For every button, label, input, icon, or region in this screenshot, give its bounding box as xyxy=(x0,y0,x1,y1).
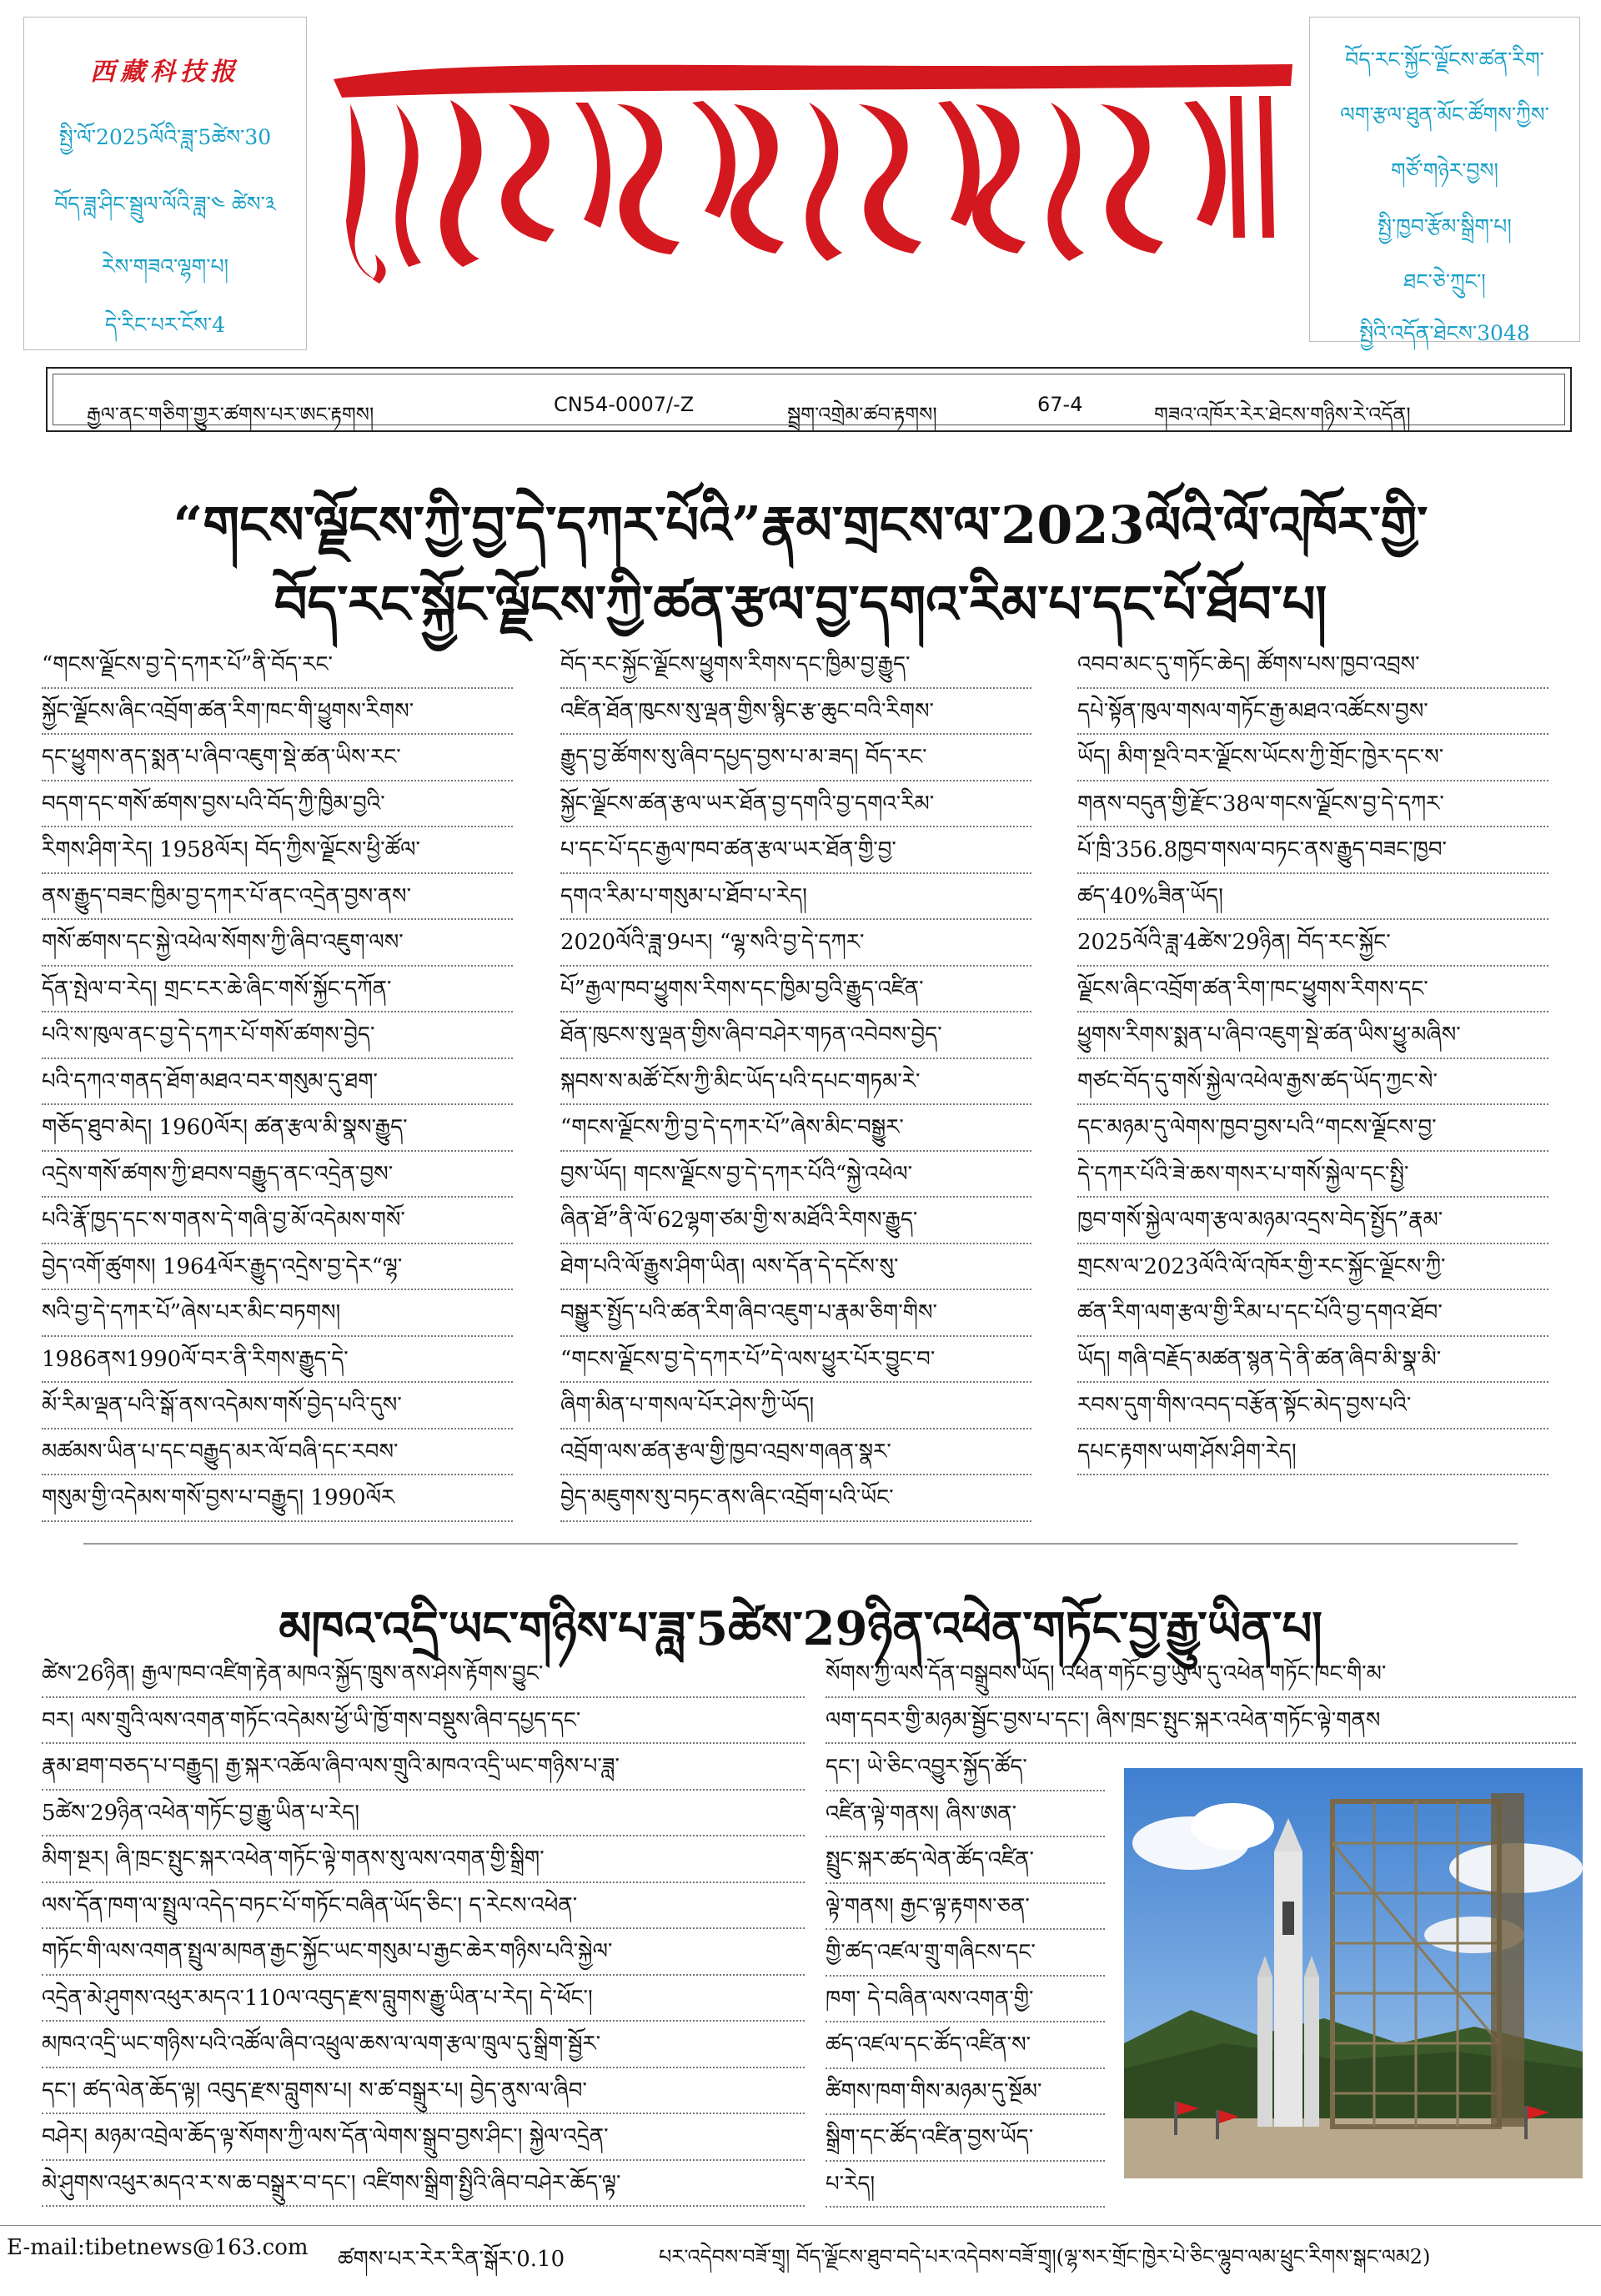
article2-column-2-narrow xyxy=(826,1745,1105,2212)
text-line: ཐོན་ཁུངས་སུ་ལྡན་གྱིས་ཞིབ་བཤེར་གཏན་འབེབས་བྱེད་ xyxy=(560,1012,1031,1059)
text-line: དང་། ཡེ་ཅིང་འབྱུར་སྐྱོད་ཚོད་ xyxy=(826,1745,1105,1791)
text-line: ཐེག་པའི་ལོ་རྒྱུས་ཤིག་ཡིན། ལས་དོན་དེ་དངོས་སུ་ xyxy=(560,1244,1031,1291)
text-line: དེ་དཀར་པོའི་ཟེ་ཆས་གསར་པ་གསོ་སྐྱེལ་དང་སྤྱི་ xyxy=(1077,1152,1548,1198)
article1-col1-text xyxy=(42,642,513,1522)
publication-code-bar xyxy=(46,367,1572,432)
header-info-left xyxy=(23,17,307,350)
text-line: 1986ནས1990ལོ་བར་ནི་རིགས་རྒྱུད་དེ་ xyxy=(42,1337,513,1384)
text-line: བྱེད་མཇུགས་སུ་བཏང་ནས་ཞིང་འབྲོག་པའི་ཡོང་ xyxy=(560,1475,1031,1522)
weekday: རེས་གཟའ་ལྷག་པ། xyxy=(101,254,229,279)
text-line: ལྗོངས་ཞིང་འབྲོག་ཚན་རིག་ཁང་ཕྱུགས་རིགས་དང་ xyxy=(1077,967,1548,1013)
text-line: 2020ལོའི་ཟླ་9པར། “ལྷ་སའི་བྱ་དེ་དཀར་ xyxy=(560,920,1031,967)
masthead-calligraphy-icon xyxy=(317,46,1301,288)
text-line: གསོ་ཚགས་དང་སྐྱེ་འཕེལ་སོགས་ཀྱི་ཞིབ་འཇུག་ལས་ xyxy=(42,920,513,967)
text-line: མོ་རིམ་ལྡན་པའི་སྒོ་ནས་འདེམས་གསོ་བྱེད་པའི་དུས་ xyxy=(42,1383,513,1429)
text-line: པའི་རྣོ་ཁྱད་དང་ས་གནས་དེ་གཞི་བྱ་མོ་འདེམས་གསོ་ xyxy=(42,1198,513,1244)
section-divider xyxy=(83,1543,1518,1545)
footer-price: ཚགས་པར་རེར་རིན་སྒོར་0.10 xyxy=(338,2247,565,2272)
text-line: ཚན་རིག་ལག་རྩལ་གྱི་རིམ་པ་དང་པོའི་བྱ་དགའ་ཐོབ་ xyxy=(1077,1290,1548,1337)
rocket-launch-photo-icon xyxy=(1124,1768,1583,2178)
text-line: འཛིན་ཐོན་ཁུངས་སུ་ལྡན་གྱིས་སྙིང་རྩ་ཆུང་བའི་རིགས་ xyxy=(560,689,1031,736)
text-line: པོ་ཁྲི་356.8ཁྱབ་གསལ་བཏང་ནས་རྒྱུད་བཟང་ཁྱབ་ xyxy=(1077,827,1548,874)
article1-headline-line1: “གངས་ལྗོངས་ཀྱི་བྱ་དེ་དཀར་པོའི”རྣམ་གྲངས་ལ་2023ལོའི་ལོ་འཁོར་གྱི་ xyxy=(173,495,1428,555)
text-line: སའི་བྱ་དེ་དཀར་པོ”ཞེས་པར་མིང་བཏགས། xyxy=(42,1290,513,1337)
masthead-logo xyxy=(317,46,1301,288)
text-line: ཁག་ དེ་བཞིན་ལས་འགན་གྱི་ xyxy=(826,1977,1105,2023)
rocket-launch-photo xyxy=(1124,1768,1583,2178)
article2-col2-narrow-text xyxy=(826,1745,1105,2208)
page-count: དེ་རིང་པར་ངོས་4 xyxy=(104,313,226,337)
text-line: པོ”རྒྱལ་ཁབ་ཕྱུགས་རིགས་དང་ཁྱིམ་བྱའི་རྒྱུད་འཛིན་ xyxy=(560,967,1031,1013)
text-line: དཔེ་སྟོན་ཁུལ་གསལ་གཏོང་རྒྱ་མཐའ་འཚོངས་བྱས་ xyxy=(1077,689,1548,736)
article1-column-1 xyxy=(42,642,513,1526)
text-line: ལས་དོན་ཁག་ལ་སྤྲུལ་འདེད་བཏང་པོ་གཏོང་བཞིན་ཡོད་ཅིང་། ད་རེངས་འཕེན་ xyxy=(42,1883,805,1930)
text-line: པའི་ས་ཁུལ་ནང་བྱ་དེ་དཀར་པོ་གསོ་ཚགས་བྱེད་ xyxy=(42,1012,513,1059)
text-line: སོགས་ཀྱི་ལས་དོན་བསྒྲུབས་ཡོད། འཕེན་གཏོང་བྱ་ཡུལ་དུ་འཕེན་གཏོང་ཁང་གི་མ་ xyxy=(826,1651,1576,1698)
text-line: གནས་བདུན་གྱི་རྫོང་38ལ་གངས་ལྗོངས་བྱ་དེ་དཀར་ xyxy=(1077,781,1548,828)
article1-column-3 xyxy=(1077,642,1548,1526)
text-line: པ་རེད། xyxy=(826,2162,1105,2208)
text-line: འདྲེས་གསོ་ཚགས་ཀྱི་ཐབས་བརྒྱུད་ནང་འདྲེན་བྱས་ xyxy=(42,1152,513,1198)
text-line: ཞིག་མིན་པ་གསལ་པོར་ཤེས་ཀྱི་ཡོད། xyxy=(560,1383,1031,1429)
article2-col1-text xyxy=(42,1651,805,2207)
tibetan-date-line: བོད་ཟླ་ཤིང་སྦྲུལ་ལོའི་ཟླ་༤ ཚེས་༣ xyxy=(54,192,276,216)
text-line: དཔང་རྟགས་ཡག་ཤོས་ཤིག་རེད། xyxy=(1077,1429,1548,1476)
article1-col3-text xyxy=(1077,642,1548,1475)
text-line: འདྲེན་མེ་ཤུགས་འཕུར་མདའ་110ལ་འབུད་རྫས་བླུགས་རྒྱུ་ཡིན་པ་རེད། དེ་ཕོང་། xyxy=(42,1976,805,2022)
article2-col2-top-text xyxy=(826,1651,1576,1744)
text-line: གཙང་བོད་དུ་གསོ་སྐྱེལ་འཕེལ་རྒྱས་ཚད་ཡོད་ཀྱང་སེ་ xyxy=(1077,1059,1548,1106)
text-line: འབྲོག་ལས་ཚན་རྩལ་གྱི་ཁྱབ་འབྲས་གཞན་སྣར་ xyxy=(560,1429,1031,1476)
publisher-line-3: གཙོ་གཉེར་བྱས། xyxy=(1390,158,1498,183)
text-line: གྲངས་ལ་2023ལོའི་ལོ་འཁོར་གྱི་རང་སྐྱོང་ལྗོངས་ཀྱི་ xyxy=(1077,1244,1548,1291)
text-line: པ་དང་པོ་དང་རྒྱལ་ཁབ་ཚན་རྩལ་ཡར་ཐོན་གྱི་བྱ་ xyxy=(560,827,1031,874)
text-line: པའི་དཀའ་གནད་ཐོག་མཐའ་བར་གསུམ་དུ་ཐག་ xyxy=(42,1059,513,1106)
text-line: “གངས་ལྗོངས་ཀྱི་བྱ་དེ་དཀར་པོ”ཞེས་མིང་བསྒྱུར་ xyxy=(560,1105,1031,1152)
date-line: སྤྱི་ལོ་2025ལོའི་ཟླ་5ཚེས་30 xyxy=(58,125,272,149)
text-line: ཚེས་26ཉིན། རྒྱལ་ཁབ་འཛིག་རྟེན་མཁའ་སྐྱོད་ཁྲུས་ནས་ཤེས་རྟོགས་བྱུང་ xyxy=(42,1651,805,1698)
editor-title: སྤྱི་ཁྱབ་རྩོམ་སྒྲིག་པ། xyxy=(1378,214,1512,239)
publisher-line-2: ལག་རྩལ་ཐུན་མོང་ཚོགས་ཀྱིས་ xyxy=(1340,103,1549,127)
text-line: སྐྱོང་ལྗོངས་ཞིང་འབྲོག་ཚན་རིག་ཁང་གི་ཕྱུགས་རིགས་ xyxy=(42,689,513,736)
text-line: 2025ལོའི་ཟླ་4ཚེས་29ཉིན། བོད་རང་སྐྱོང་ xyxy=(1077,920,1548,967)
postal-code: 67-4 xyxy=(1037,393,1083,416)
header-info-right xyxy=(1309,17,1580,345)
text-line: མཁའ་འདྲི་ཡང་གཉིས་པའི་འཚོལ་ཞིབ་འཕྲུལ་ཆས་ལ་ལག་རྩལ་ཁྲུལ་དུ་སྒྲིག་སྦྱོར་ xyxy=(42,2022,805,2068)
postal-code-label: སྦྲག་འགྲེམ་ཚབ་རྟགས། xyxy=(787,403,937,426)
publisher-line-1: བོད་རང་སྐྱོང་ལྗོངས་ཚན་རིག་ xyxy=(1345,48,1544,72)
frequency-note: གཟའ་འཁོར་རེར་ཐེངས་གཉིས་རེ་འདོན། xyxy=(1154,403,1411,426)
text-line: དགའ་རིམ་པ་གསུམ་པ་ཐོབ་པ་རེད། xyxy=(560,874,1031,921)
issue-number: སྤྱིའི་འདོན་ཐེངས་3048 xyxy=(1359,321,1530,345)
text-line: སྐྱོང་ལྗོངས་ཚན་རྩལ་ཡར་ཐོན་བྱ་དགའི་བྱ་དགའ་རིམ་ xyxy=(560,781,1031,828)
text-line: སྐབས་ས་མཚོ་ངོས་ཀྱི་མིང་ཡོད་པའི་དཔང་གཏམ་རེ་ xyxy=(560,1059,1031,1106)
article1-column-2 xyxy=(560,642,1031,1526)
text-line: དོན་སྤེལ་བ་རེད། གྲང་ངར་ཆེ་ཞིང་གསོ་སྐྱོང་དཀོན་ xyxy=(42,967,513,1013)
article1-col2-text xyxy=(560,642,1031,1522)
text-line: རྒྱུད་བྱ་ཚོགས་སུ་ཞིབ་དཔྱད་བྱས་པ་མ་ཟད། བོད་རང་ xyxy=(560,735,1031,781)
article2-column-2-top xyxy=(826,1651,1576,1745)
text-line: ཚིགས་ཁག་གིས་མཉམ་དུ་སྔོམ་ xyxy=(826,2069,1105,2116)
text-line: རབས་དུག་གིས་འབད་བརྩོན་སྟོང་མེད་བྱས་པའི་ xyxy=(1077,1383,1548,1429)
text-line: ཁྱབ་གསོ་སྐྱེལ་ལག་རྩལ་མཉམ་འདྲས་བེད་སྤྱོད”རྣམ་ xyxy=(1077,1198,1548,1244)
text-line: མེ་ཤུགས་འཕུར་མདའ་ར་ས་ཆ་བསྒྲུར་བ་དང་། འཛིགས་སྒྲིག་སྤྱིའི་ཞིབ་བཤེར་ཆོད་ལྟ་ xyxy=(42,2161,805,2208)
text-line: རྣམ་ཐག་བཅད་པ་བརྒྱུད། རྒྱ་སྐར་འཆོལ་ཞིབ་ལས་གྲུའི་མཁའ་འདྲི་ཡང་གཉིས་པ་ཟླ་ xyxy=(42,1744,805,1791)
text-line: འབབ་མང་དུ་གཏོང་ཆེད། ཚོགས་པས་ཁྱབ་འབྲས་ xyxy=(1077,642,1548,689)
text-line: “གངས་ལྗོངས་བྱ་དེ་དཀར་པོ”དེ་ལས་ཕྱུར་པོར་བྱུང་བ་ xyxy=(560,1337,1031,1384)
text-line: “གངས་ལྗོངས་བྱ་དེ་དཀར་པོ”ནི་བོད་རང་ xyxy=(42,642,513,689)
text-line: དང་། ཚད་ལེན་ཆོད་ལྟ། འབུད་རྫས་བླུགས་པ། ས་ཚ་བསྒྲུར་པ། བྱེད་ནུས་ལ་ཞིབ་ xyxy=(42,2068,805,2115)
text-line: བོད་རང་སྐྱོང་ལྗོངས་ཕྱུགས་རིགས་དང་ཁྱིམ་བྱ་རྒྱུད་ xyxy=(560,642,1031,689)
footer-rule xyxy=(0,2225,1601,2226)
footer-email: E-mail:tibetnews@163.com xyxy=(7,2235,309,2260)
text-line: འཛིན་ལྟེ་གནས། ཞིས་ཨན་ xyxy=(826,1791,1105,1838)
text-line: གཏོང་གི་ལས་འགན་སྤྲུལ་མཁན་རྒྱང་སྐྱོང་ཡང་གསུམ་པ་རྒྱང་ཆེར་གཉིས་པའི་སྐྱེལ་ xyxy=(42,1929,805,1976)
text-line: ཡོད། མིག་སྔའི་བར་ལྗོངས་ཡོངས་ཀྱི་གྲོང་ཁྱེར་དང་ས་ xyxy=(1077,735,1548,781)
text-line: སྒྲིག་དང་ཚོད་འཛིན་བྱས་ཡོད་ xyxy=(826,2115,1105,2162)
text-line: བྱས་ཡོད། གངས་ལྗོངས་བྱ་དེ་དཀར་པོའི“སྐྱེ་འཕེལ་ xyxy=(560,1152,1031,1198)
text-line: དང་མཉམ་དུ་ལེགས་ཁྱབ་བྱས་པའི“གངས་ལྗོངས་བྱ་ xyxy=(1077,1105,1548,1152)
text-line: ཚད་40%ཟིན་ཡོད། xyxy=(1077,874,1548,921)
text-line: ཞིན་ཐོ”ནི་ལོ་62ལྷག་ཙམ་གྱི་ས་མཐོའི་རིགས་རྒྱུད་ xyxy=(560,1198,1031,1244)
text-line: བདག་དང་གསོ་ཚགས་བྱས་པའི་བོད་ཀྱི་ཁྱིམ་བྱའི་ xyxy=(42,781,513,828)
text-line: ཚད་འཛལ་དང་ཚོད་འཛིན་ས་ xyxy=(826,2022,1105,2069)
text-line: གསུམ་གྱི་འདེམས་གསོ་བྱས་པ་བརྒྱུད། 1990ལོར xyxy=(42,1475,513,1522)
text-line: 5ཚེས་29ཉིན་འཕེན་གཏོང་བྱ་རྒྱུ་ཡིན་པ་རེད། xyxy=(42,1791,805,1837)
text-line: རིགས་ཤིག་རེད། 1958ལོར། བོད་ཀྱིས་ལྗོངས་ཕྱི་ཚོལ་ xyxy=(42,827,513,874)
text-line: ལྟེ་གནས། རྒྱང་ལྟ་རྟགས་ཅན་ xyxy=(826,1884,1105,1931)
domestic-number-label: རྒྱལ་ནང་གཅིག་གྱུར་ཚགས་པར་ཨང་རྟགས། xyxy=(87,403,374,426)
article2-headline: མཁའ་འདྲི་ཡང་གཉིས་པ་ཟླ་5ཚེས་29ཉིན་འཕེན་གཏོང་བྱ་རྒྱུ་ཡིན་པ། xyxy=(279,1601,1322,1656)
text-line: བར། ལས་གྲུའི་ལས་འགན་གཏོང་འདེམས་ཕྱོ་ཡི་ཁྱོ་གས་བསྡུས་ཞིབ་དཔྱད་དང་ xyxy=(42,1698,805,1745)
text-line: གྱི་ཚད་འཛལ་གྲུ་གཞིངས་དང་ xyxy=(826,1930,1105,1977)
cn-code: CN54-0007/-Z xyxy=(554,393,695,416)
text-line: ནས་རྒྱུད་བཟང་ཁྱིམ་བྱ་དཀར་པོ་ནང་འདྲེན་བྱས་ནས་ xyxy=(42,874,513,921)
text-line: ཕྱུགས་རིགས་སྨན་པ་ཞིབ་འཇུག་སྡེ་ཚན་ཡིས་ཕྱུ་མཞིས་ xyxy=(1077,1012,1548,1059)
text-line: ལག་དབར་གྱི་མཉམ་སྦྱོང་བྱས་པ་དང་། ཞིས་ཁྲང་སྤུང་སྐར་འཕེན་གཏོང་ལྟེ་གནས xyxy=(826,1698,1576,1745)
article1-headline-line2: བོད་རང་སྐྱོང་ལྗོངས་ཀྱི་ཚན་རྩལ་བྱ་དགའ་རིམ་པ་དང་པོ་ཐོབ་པ། xyxy=(274,574,1327,635)
text-line: མིག་སྔར། ཞི་ཁྲང་སྤུང་སྐར་འཕེན་གཏོང་ལྟེ་གནས་སུ་ལས་འགན་གྱི་སྒྲིག་ xyxy=(42,1836,805,1883)
footer-printer: པར་འདེབས་བཟོ་གྲྭ། བོད་ལྗོངས་ཐུབ་བདེ་པར་འདེབས་བཟོ་གྲྭ།(ལྷ་སར་གྲོང་ཁྱེར་པེ་ཅིང་ལྷུབ་ལམ་ཕྲུང་རིགས་སྒང་ལམ2) xyxy=(659,2245,1431,2268)
text-line: དང་ཕྱུགས་ནད་སྨན་པ་ཞིབ་འཇུག་སྡེ་ཚན་ཡིས་རང་ xyxy=(42,735,513,781)
text-line: གཅོད་ཐུབ་མེད། 1960ལོར། ཚན་རྩལ་མི་སྣས་རྒྱུད་ xyxy=(42,1105,513,1152)
text-line: མཚམས་ཡིན་པ་དང་བརྒྱུད་མར་ལོ་བཞི་དང་རབས་ xyxy=(42,1429,513,1476)
article2-column-1 xyxy=(42,1651,805,2210)
text-line: སྤྲུང་སྐར་ཚད་ལེན་ཚོད་འཛིན་ xyxy=(826,1837,1105,1884)
editor-name: ཐང་ཅེ་ཀྲུང་། xyxy=(1403,269,1486,294)
chinese-paper-name: 西藏科技报 xyxy=(90,58,240,87)
text-line: བསྒྱུར་སྤྱོད་པའི་ཚན་རིག་ཞིབ་འཇུག་པ་རྣམ་ཅིག་གིས་ xyxy=(560,1290,1031,1337)
text-line: ཡོད། གཞི་བརྗོད་མཚན་སྙན་དེ་ནི་ཚན་ཞིབ་མི་སྣ་མི་ xyxy=(1077,1337,1548,1384)
text-line: བྱེད་འགོ་ཚུགས། 1964ལོར་རྒྱུད་འདྲེས་བྱ་དེར“ལྷ་ xyxy=(42,1244,513,1291)
text-line: བཤེར། མཉམ་འབྲེལ་ཆོད་ལྟ་སོགས་ཀྱི་ལས་དོན་ལེགས་སྒྲུབ་བྱས་ཤིང་། སྐྱེལ་འདྲེན་ xyxy=(42,2114,805,2161)
